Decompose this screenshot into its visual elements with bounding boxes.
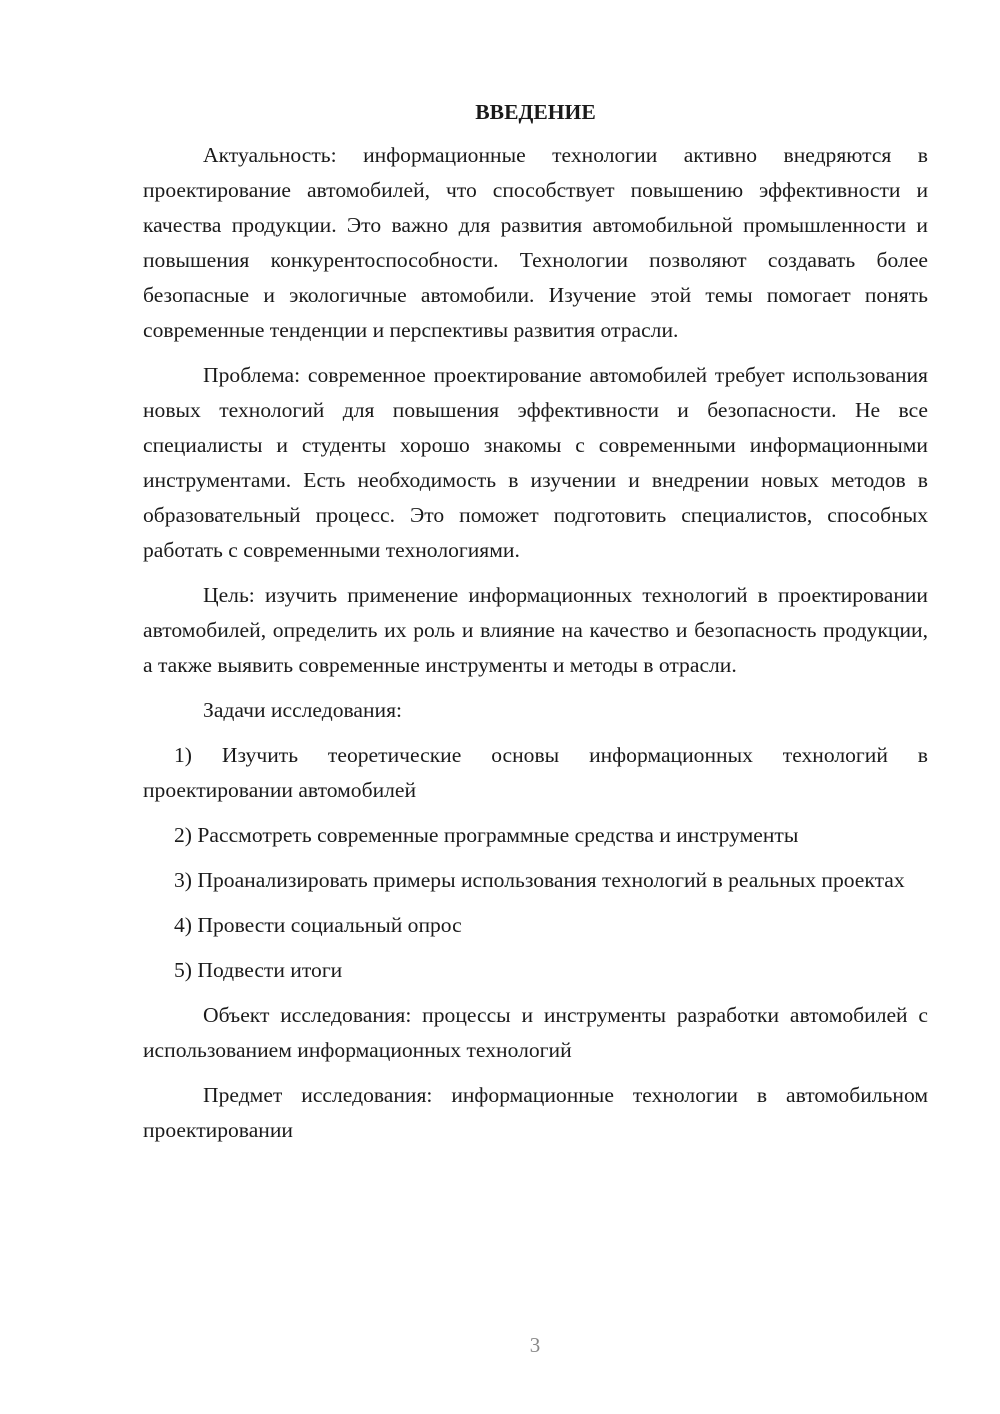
document-page [143, 96, 928, 1158]
goal-paragraph: Цель: изучить применение информационных технологий в проектировании автомобилей, определить их роль и влияние на качество и безопасность продукции, а также выявить современные инструменты и методы в отрасли. [143, 583, 928, 677]
task-item-5: 5) Подвести итоги [174, 958, 343, 982]
problem-paragraph: Проблема: современное проектирование автомобилей требует использования новых технологий для повышения эффективности и безопасности. Не все специалисты и студенты хорошо знакомы с современными информационными инструментами. Есть необходимость в изучении и внедрении новых методов в образовательный процесс. Это поможет подготовить специалистов, способных работать с современными технологиями. [143, 363, 928, 562]
relevance-paragraph: Актуальность: информационные технологии активно внедряются в проектирование автомобилей, что способствует повышению эффективности и качества продукции. Это важно для развития автомобильной промышленности и повышения конкурентоспособности. Технологии позволяют создавать более безопасные и экологичные автомобили. Изучение этой темы помогает понять современные тенденции и перспективы развития отрасли. [143, 143, 928, 342]
task-item-2: 2) Рассмотреть современные программные средства и инструменты [174, 823, 799, 847]
subject-paragraph: Предмет исследования: информационные технологии в автомобильном проектировании [143, 1083, 928, 1142]
object-paragraph: Объект исследования: процессы и инструменты разработки автомобилей с использованием информационных технологий [143, 1003, 928, 1062]
tasks-title: Задачи исследования: [203, 698, 403, 722]
page-number: 3 [529, 1333, 541, 1357]
task-item-1: 1) Изучить теоретические основы информационных технологий в проектировании автомобилей [143, 743, 928, 802]
section-heading: ВВЕДЕНИЕ [475, 100, 596, 124]
task-item-3: 3) Проанализировать примеры использования технологий в реальных проектах [174, 868, 905, 892]
task-item-4: 4) Провести социальный опрос [174, 913, 462, 937]
